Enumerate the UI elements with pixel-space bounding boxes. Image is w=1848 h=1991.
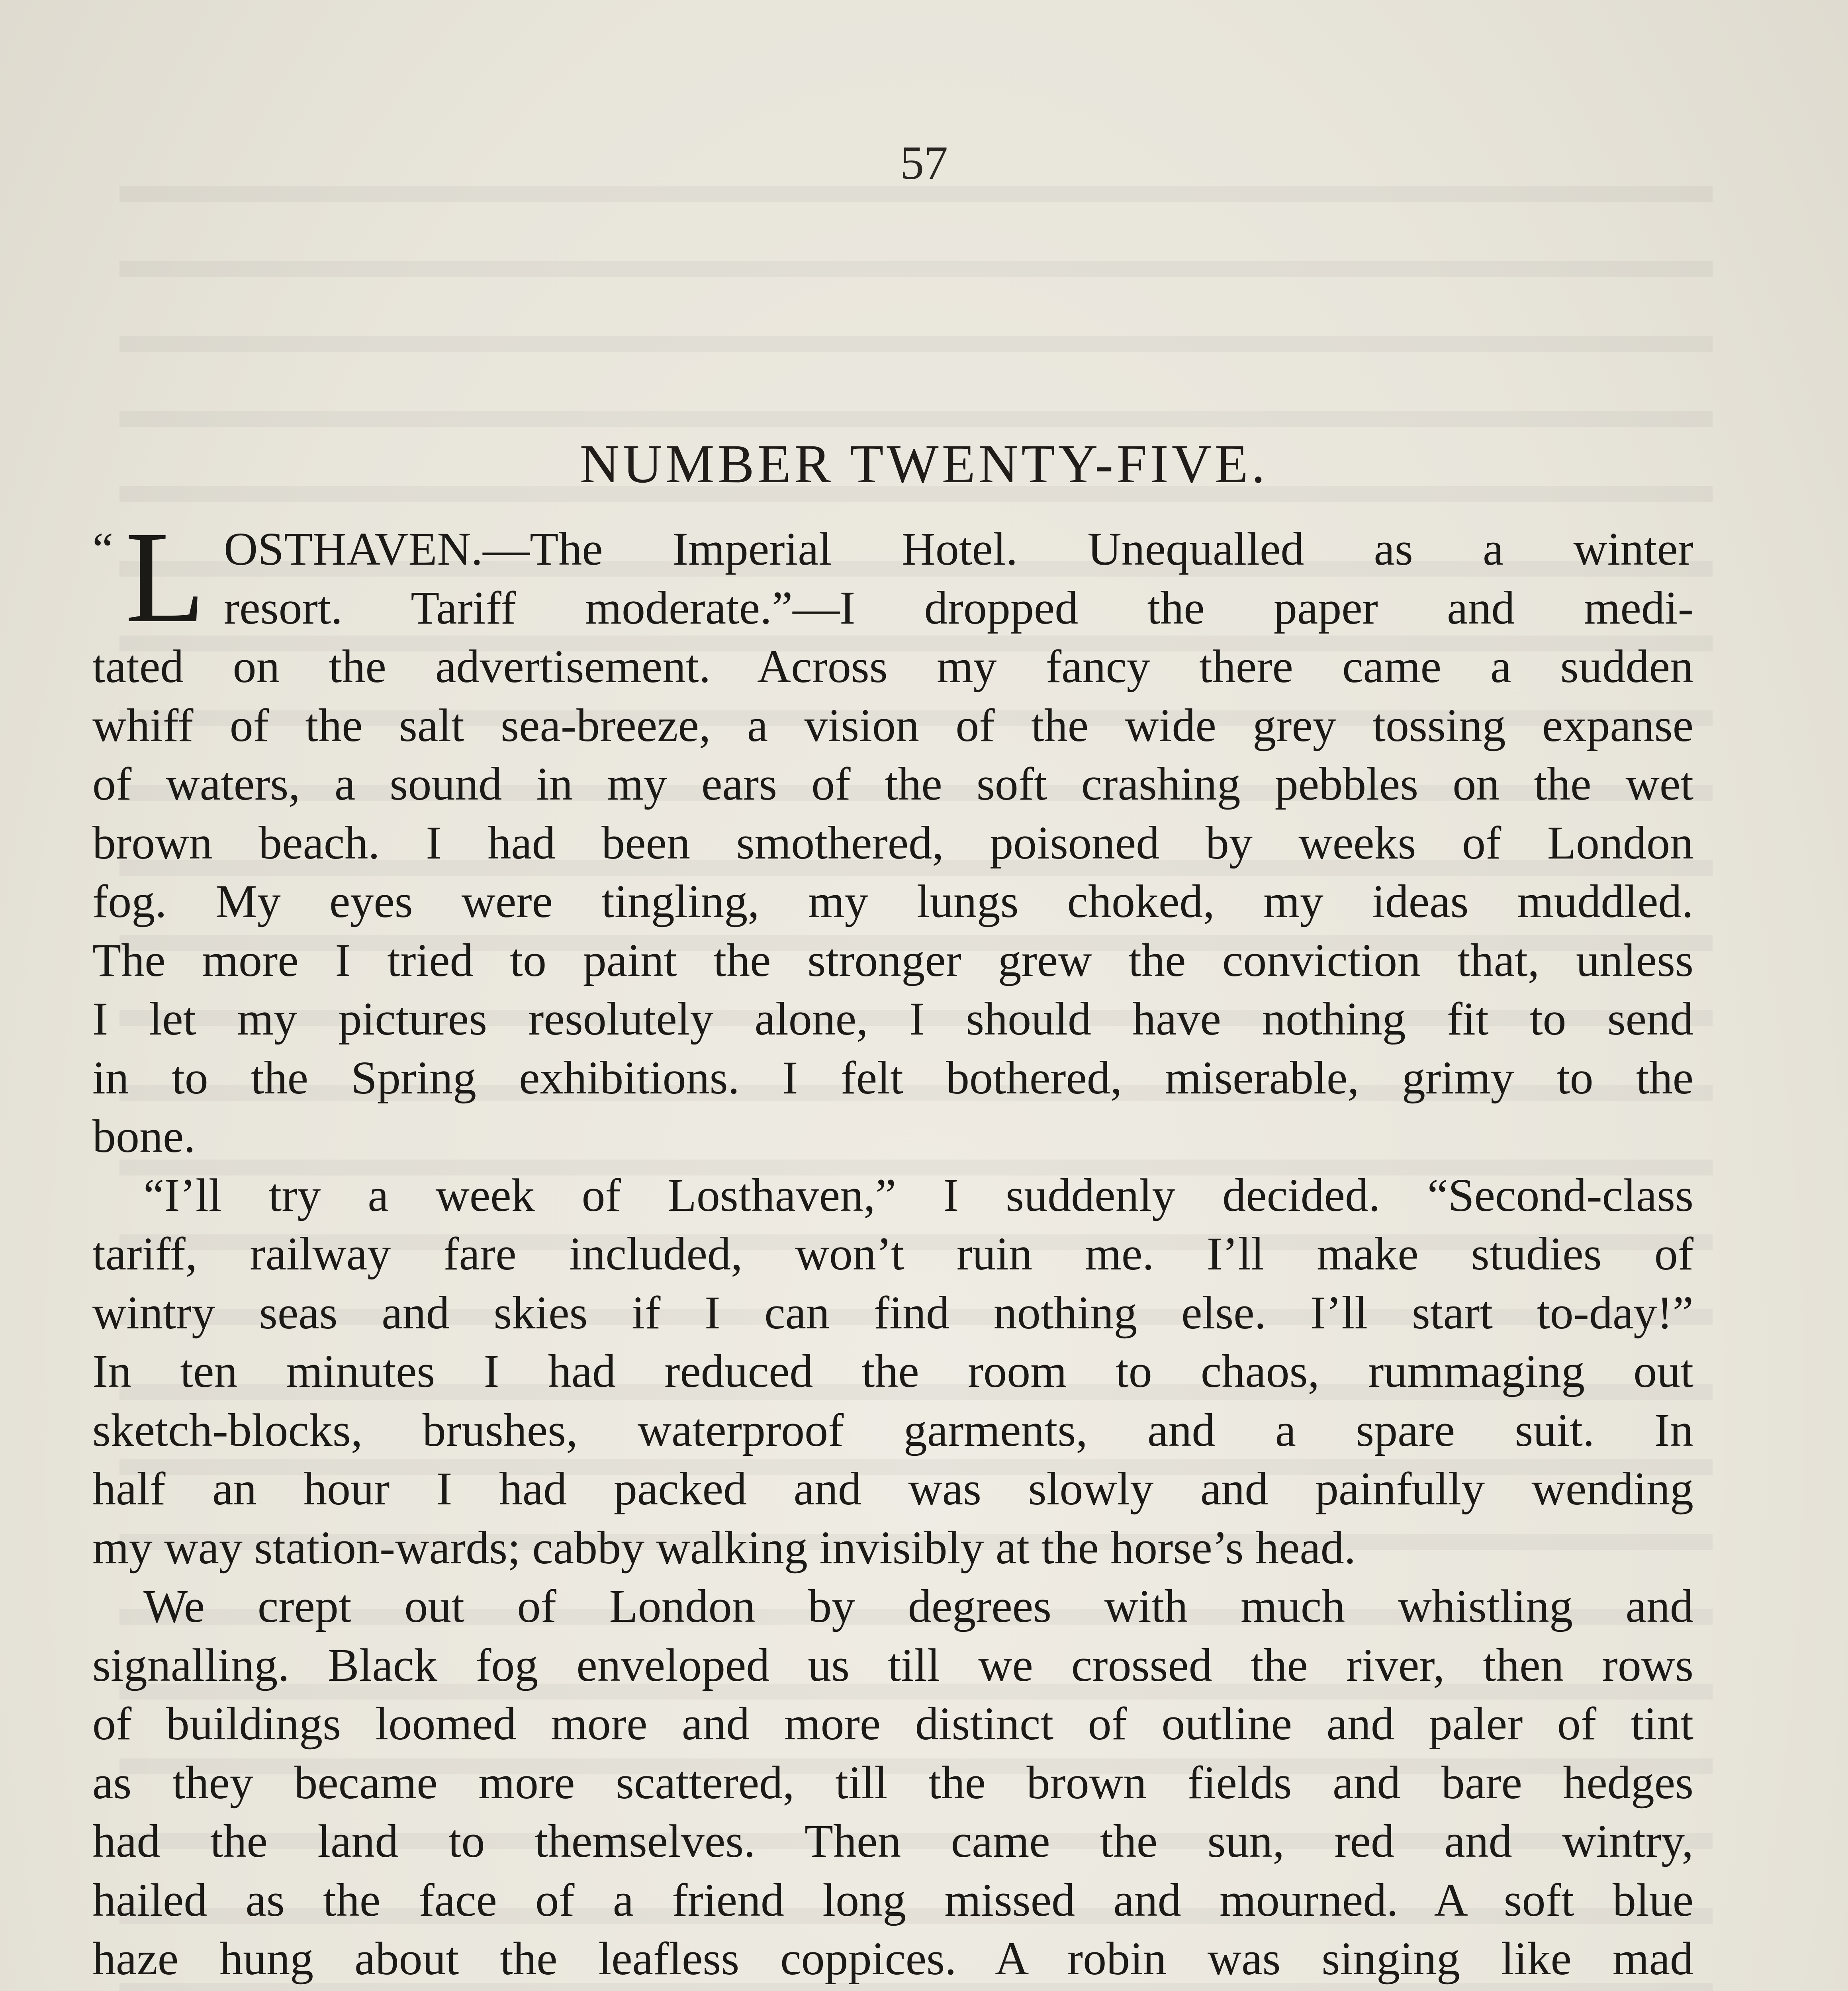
text-line: sketch-blocks, brushes, waterproof garments, and a spare suit. In — [92, 1404, 1693, 1456]
text-line: “I’ll try a week of Losthaven,” I suddenly decided. “Second-class — [143, 1169, 1693, 1221]
text-line: haze hung about the leafless coppices. A robin was singing like mad — [92, 1932, 1693, 1985]
text-line: tariff, railway fare included, won’t ruin me. I’ll make studies of — [92, 1228, 1693, 1280]
text-line-1: “ OSTHAVEN.—The Imperial Hotel. Unequalled as a winter — [92, 520, 1693, 579]
text-line: tated on the advertisement. Across my fancy there came a sudden — [92, 640, 1693, 692]
text-line: We crept out of London by degrees with much whistling and — [143, 1580, 1693, 1632]
opening-quote: “ — [92, 523, 114, 575]
text-line: in to the Spring exhibitions. I felt bothered, miserable, grimy to the — [92, 1051, 1693, 1104]
text-line: whiff of the salt sea-breeze, a vision of the wide grey tossing expanse — [92, 699, 1693, 751]
drop-cap-letter: L — [125, 505, 206, 650]
text-line: half an hour I had packed and was slowly and painfully wending — [92, 1463, 1693, 1515]
page-number: 57 — [900, 136, 948, 189]
chapter-title: NUMBER TWENTY-FIVE. — [579, 433, 1269, 494]
text-line: as they became more scattered, till the brown fields and bare hedges — [92, 1756, 1693, 1809]
text-line: had the land to themselves. Then came the sun, red and wintry, — [92, 1815, 1693, 1867]
text-line: fog. My eyes were tingling, my lungs choked, my ideas muddled. — [92, 875, 1693, 927]
text-line: of buildings loomed more and more distinct of outline and paler of tint — [92, 1698, 1693, 1750]
text-line: of waters, a sound in my ears of the soft crashing pebbles on the wet — [92, 758, 1693, 810]
text-line-2: resort. Tariff moderate.”—I dropped the paper and medi- — [224, 581, 1693, 634]
text-line: The more I tried to paint the stronger grew the conviction that, unless — [92, 934, 1693, 986]
text-line: bone. — [92, 1110, 196, 1162]
text-line: my way station-wards; cabby walking invisibly at the horse’s head. — [92, 1521, 1356, 1574]
text-line: signalling. Black fog enveloped us till we crossed the river, then rows — [92, 1639, 1693, 1691]
text-line: hailed as the face of a friend long missed and mourned. A soft blue — [92, 1874, 1693, 1926]
text-line — [92, 1988, 1693, 1991]
text-line: wintry seas and skies if I can find nothing else. I’ll start to-day!” — [92, 1286, 1693, 1339]
text-line: brown beach. I had been smothered, poisoned by weeks of London — [92, 816, 1693, 869]
body-text — [92, 505, 1693, 1991]
text-line: I let my pictures resolutely alone, I should have nothing fit to send — [92, 993, 1693, 1045]
text-line: In ten minutes I had reduced the room to chaos, rummaging out — [92, 1345, 1693, 1397]
